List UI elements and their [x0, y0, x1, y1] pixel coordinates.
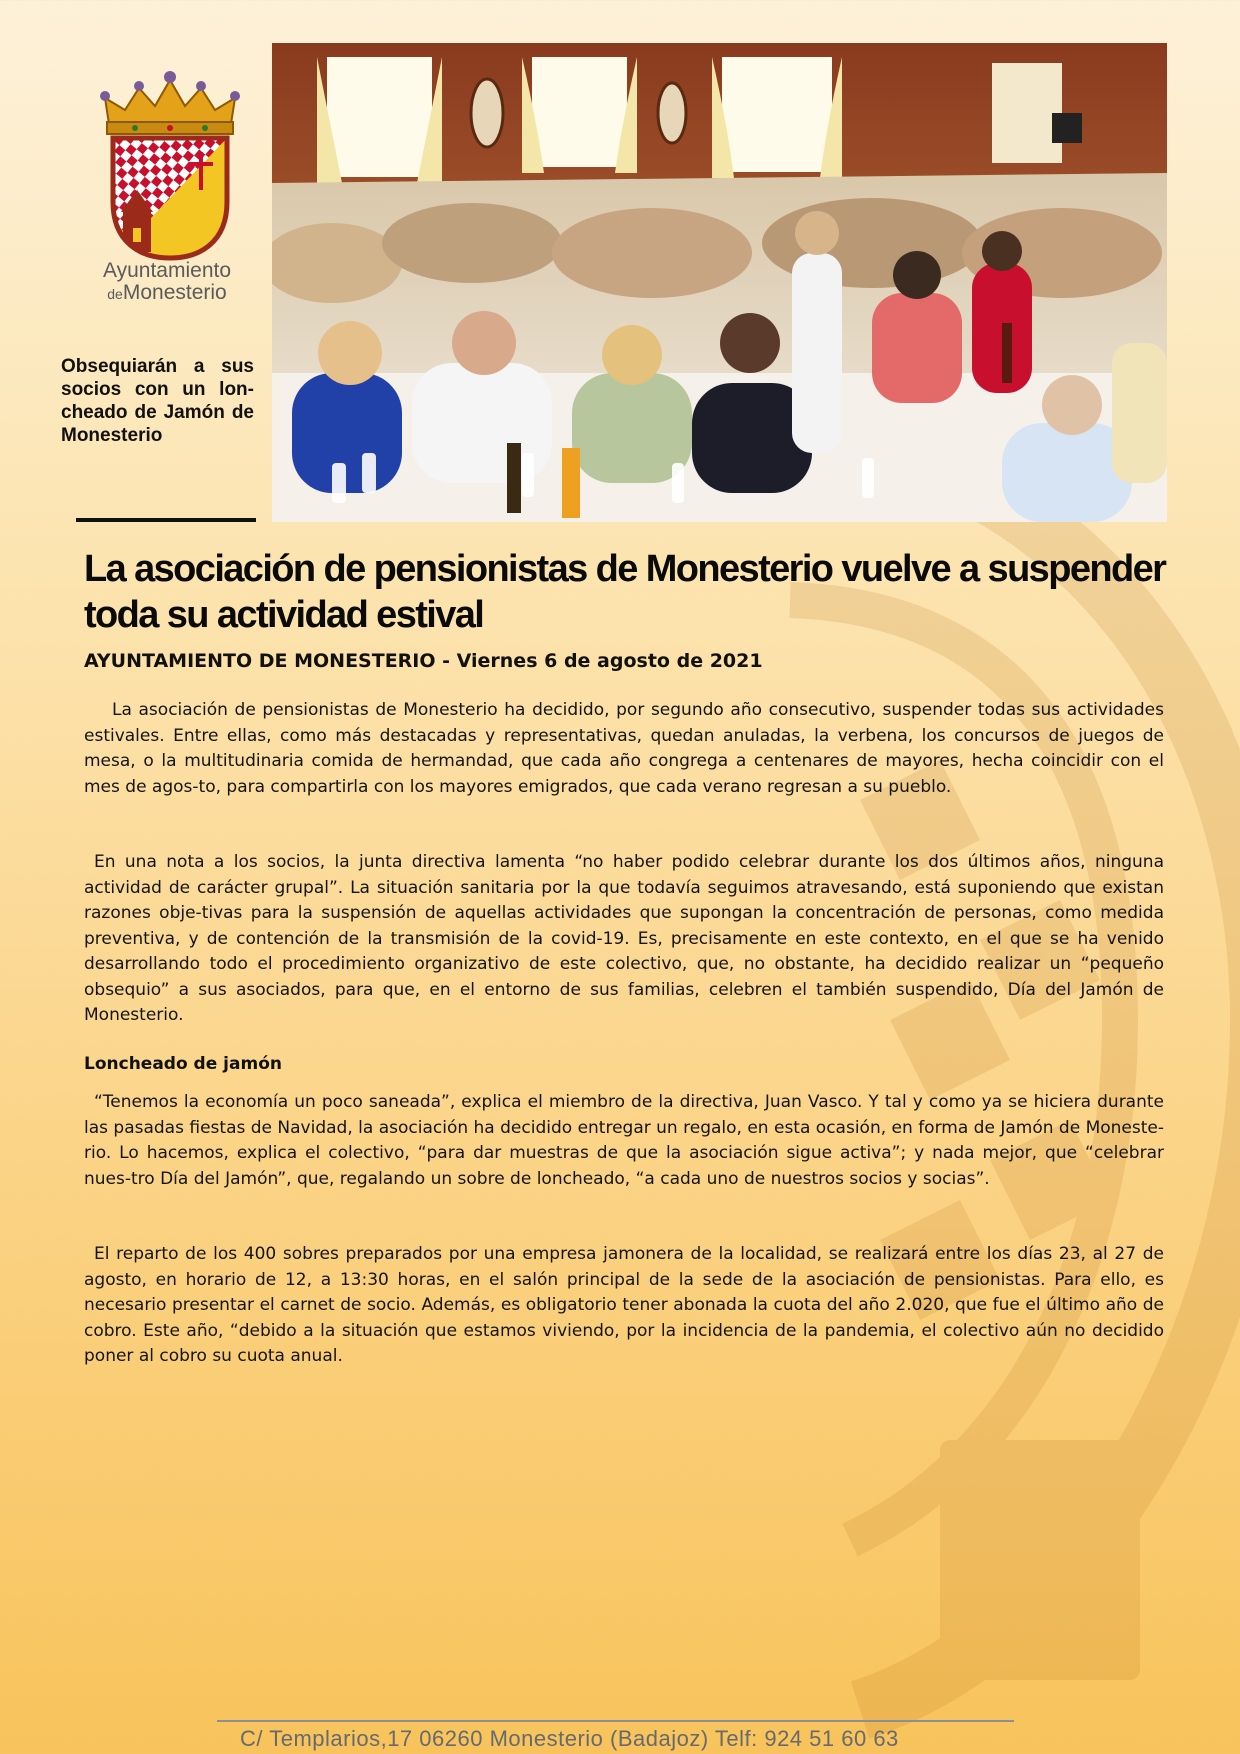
logo-text — [92, 260, 242, 305]
article-subheading: Loncheado de jamón — [84, 1054, 282, 1074]
side-divider — [76, 518, 256, 522]
article-byline: AYUNTAMIENTO DE MONESTERIO - Viernes 6 de agosto de 2021 — [84, 650, 763, 672]
logo-line2-prefix: de — [107, 286, 123, 302]
logo-line1: Ayuntamiento — [102, 259, 232, 282]
footer-divider — [217, 1720, 1014, 1722]
logo-line2-name: Monesterio — [122, 281, 227, 304]
footer-address: C/ Templarios,17 06260 Monesterio (Badajoz) Telf: 924 51 60 63 — [240, 1726, 899, 1751]
article-paragraph-4: El reparto de los 400 sobres preparados por una empresa jamonera de la localidad, se realizará entre los días 23, al 27 de agosto, en horario de 12, a 13:30 horas, en el salón principal de la sede de la asociación de pensionistas. Para ello, es necesario presentar el carnet de socio. Además, es obligatorio tener abonada la cuota del año 2.020, que fue el último año de cobro. Este año, “debido a la situación que estamos viviendo, por la incidencia de la pandemia, el colectivo aún no decidido poner al cobro su cuota anual. — [84, 1244, 1164, 1366]
article-paragraph-3: “Tenemos la economía un poco saneada”, explica el miembro de la directiva, Juan Vasco. Y tal y como ya se hiciera durante las pasadas fiestas de Navidad, la asociación ha decidido entregar un regalo, en esta ocasión, en forma de Jamón de Moneste-rio. Lo hacemos, explica el colectivo, “para dar muestras de que la asociación sigue activa”; y nada mejor, que “celebrar nues-tro Día del Jamón”, que, regalando un sobre de loncheado, “a cada uno de nuestros socios y socias”. — [84, 1092, 1164, 1189]
article-paragraph-1: La asociación de pensionistas de Monesterio ha decidido, por segundo año consecutivo, suspender todas sus actividades estivales. Entre ellas, como más destacadas y representativas, quedan anuladas, la verbena, los concursos de juegos de mesa, o la multitudinaria comida de hermandad, que cada año congrega a centenares de mayores, hecha coincidir con el mes de agos-to, para compartirla con los mayores emigrados, que cada verano regresan a su pueblo. — [84, 700, 1164, 797]
article-paragraph-2: En una nota a los socios, la junta directiva lamenta “no haber podido celebrar durante los dos últimos años, ninguna actividad de carácter grupal”. La situación sanitaria por la que todavía seguimos atravesando, está suponiendo que existan razones obje-tivas para la suspensión de aquellas actividades que supongan la concentración de personas, como medida preventiva, y de contención de la transmisión de la covid-19. Es, precisamente en este contexto, en el que se ha venido desarrollando todo el procedimiento organizativo de este colectivo, que, no obstante, ha decidido realizar un “pequeño obsequio” a sus asociados, para que, en el entorno de sus familias, celebren el también suspendido, Día del Jamón de Monesterio. — [84, 852, 1164, 1025]
crown-icon — [100, 71, 240, 134]
side-note: Obsequiarán a sus socios con un lon-cheado de Jamón de Monesterio — [61, 356, 254, 446]
logo-line2 — [92, 282, 242, 305]
banquet-hall-photo — [272, 43, 1167, 522]
article-headline: La asociación de pensionistas de Monesterio vuelve a suspender toda su actividad estival — [84, 548, 1166, 636]
